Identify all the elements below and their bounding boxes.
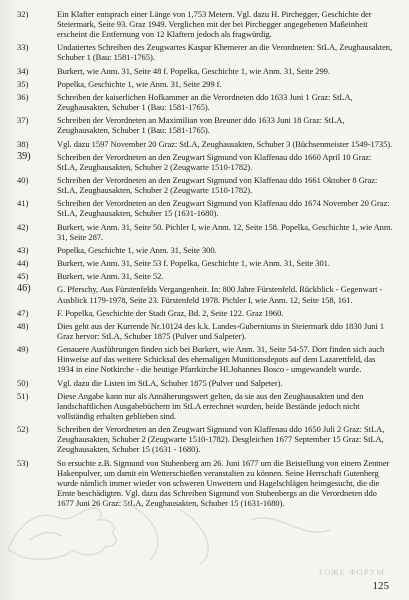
footnote-item (17, 391, 393, 421)
footnote-item (17, 308, 393, 318)
footnote-number: 45) (17, 271, 29, 282)
footnote-text: Burkert, wie Anm. 31, Seite 52. (57, 271, 164, 282)
footnote-number: 51) (17, 390, 29, 401)
footnote-number: 37) (17, 115, 29, 126)
footnote-text: G. Pferschy, Aus Fürstenfelds Vergangenheit. In: 800 Jahre Fürstenfeld. Rückblick - Gegenwart - Ausblick 1179-1978, Seite 23. Fürstenfeld 1978. Pichler I, wie Anm. 12, Seite 158, 161. (57, 284, 383, 305)
footnote-text: F. Popelka, Geschichte der Stadt Graz, Bd. 2, Seite 122. Graz 1960. (57, 307, 284, 318)
footnote-item (17, 424, 393, 454)
footnote-text: Vgl. dazu die Listen im StLA, Schuber 1875 (Pulver und Salpeter). (57, 377, 283, 388)
footnote-number: 40) (17, 175, 29, 186)
footnote-text: Ein Klafter entsprach einer Länge von 1,753 Metern. Vgl. dazu H. Pirchegger, Geschichte der Steiermark, Seite 93. Graz 1949. Verglichen mit der bei Pirchegger angegebenen Maßeinheit erscheint die Entfernung von 12 Klaftern jedoch als fragwürdig. (57, 9, 372, 40)
footnote-item (17, 321, 393, 341)
footnote-number: 41) (17, 198, 29, 209)
footnote-number: 36) (17, 92, 29, 103)
footnote-text: Popelka, Geschichte 1, wie Anm. 31, Seite 300. (57, 244, 217, 255)
footnote-text: Burkert, wie Anm. 31, Seite 53 f. Popelka, Geschichte 1, wie Anm. 31, Seite 301. (57, 258, 330, 269)
footnote-text: Burkert, wie Anm. 31, Seite 50. Pichler I, wie Anm. 12, Seite 158. Popelka, Geschichte 1, wie Anm. 31, Seite 287. (57, 221, 393, 242)
footnote-item (17, 258, 393, 268)
footnote-item (17, 245, 393, 255)
footnote-item (17, 175, 393, 195)
footnote-text: Vgl. dazu 1597 November 20 Graz: StLA, Zeughausakten, Schuber 3 (Büchsenmeister 1549-1735). (57, 138, 393, 149)
footnote-number: 34) (17, 65, 29, 76)
footnote-text: Schreiben der Verordneten an den Zeugwart Sigmund von Klaffenau ddo 1674 November 20 Graz: StLA, Zeughausakten, Schuber 15 (1631-1680). (57, 198, 390, 219)
footnote-item (17, 271, 393, 281)
footnote-number: 50) (17, 377, 29, 388)
footnote-text: Schreiben der Verordneten an den Zeugwart Sigmund von Klaffenau ddo 1660 April 10 Graz: StLA, Zeughausakten, Schuber 2 (Zeugwarte 1510-1782). (57, 151, 372, 172)
page-number: 125 (372, 580, 389, 592)
footnote-number: 49) (17, 344, 29, 355)
footnote-number: 42) (17, 221, 29, 232)
footnote-item (17, 458, 393, 508)
footnote-item (17, 378, 393, 388)
footnote-item (17, 198, 393, 218)
footnote-item (17, 222, 393, 242)
footnote-number: 39) (17, 150, 31, 162)
footnote-item (17, 9, 393, 39)
footnotes-list (17, 9, 393, 511)
footnote-number: 33) (17, 42, 29, 53)
footnote-item (17, 115, 393, 135)
footnote-number: 35) (17, 78, 29, 89)
footnote-text: Dies geht aus der Kurrende Nr.10124 des k.k. Landes-Guberniums in Steiermark ddo 1830 Juni 1 Graz hervor: StLA, Schuber 1875 (Pulver und Salpeter). (57, 320, 385, 342)
footnote-item (17, 152, 393, 172)
footnote-number: 43) (17, 244, 29, 255)
footnote-text: Burkert, wie Anm. 31, Seite 48 f. Popelka, Geschichte 1, wie Anm. 31, Seite 299. (57, 65, 330, 76)
footnote-text: Diese Angabe kann nur als Annäherungswert gelten, da sie aus den Zeughausakten und den landschaftlichen Ausgabebüchern im StLA errechnet wurden, beide Bestände jedoch nicht vollständig erhalten geblieben sind. (57, 390, 364, 421)
footnote-item (17, 66, 393, 76)
footnote-text: Schreiben der Verordneten an Maximilian von Breuner ddo 1633 Juni 18 Graz: StLA, Zeughausakten, Schuber 1 (Bau: 1581-1765). (57, 115, 345, 136)
footnote-number: 38) (17, 138, 29, 149)
footnote-number: 44) (17, 258, 29, 269)
footnote-number: 48) (17, 320, 29, 331)
footnote-number: 46) (17, 283, 31, 295)
footnote-text: So ersuchte z.B. Sigmund von Stubenberg am 26. Juni 1677 um die Beistellung von einem Zentner Hakenpulver, um damit ein Wetterschießen veranstalten zu können. Seine Herrschaft Gutenberg wurde nämlich immer wieder von schweren Unwettern und Hagelschlägen heimgesucht, die die Ernte beschädigten. Vgl. dazu das Schreiben Sigmund von Stubenbergs an die Verordneten ddo 1677 Juni 26 Graz: StLA, Zeughausakten, Schuber 15 (1631-1680). (57, 457, 390, 508)
footnote-text: Schreiben der Verordneten an den Zeugwart Sigmund von Klaffenau ddo 1661 Oktober 8 Graz: StLA, Zeughausakten, Schuber 2 (Zeugwarte 1510-1782). (57, 175, 378, 196)
footnote-item (17, 42, 393, 62)
footnote-number: 53) (17, 457, 29, 468)
footnote-text: Schreiben der Verordneten an den Zeugwart Sigmund von Klaffenau ddo 1650 Juli 2 Graz: StLA, Zeughausakten, Schuber 2 (Zeugwarte 1510-1782). Desgleichen 1677 September 15 Graz: StLA, Zeughausakten, Schuber 15 (1631 - 1680). (57, 424, 385, 455)
footnote-item (17, 79, 393, 89)
footnote-item (17, 284, 393, 304)
footnote-text: Undatiertes Schreiben des Zeugwartes Kaspar Khemerer an die Verordneten: StLA, Zeughausakten, Schuber 1 (Bau: 1581-1765). (57, 42, 393, 63)
footnote-item (17, 344, 393, 374)
footnote-text: Schreiben der kaiserlichen Hofkammer an die Verordneten ddo 1633 Juni 1 Graz: StLA, Zeughausakten, Schuber 1 (Bau: 1581-1765). (57, 92, 353, 113)
footnote-text: Popelka, Geschichte 1, wie Anm. 31, Seite 299 f. (57, 78, 222, 89)
footnote-number: 47) (17, 307, 29, 318)
footnote-text: Genauere Ausführungen finden sich bei Burkert, wie Anm. 31, Seite 54-57. Dort finden sich auch Hinweise auf das weitere Schicksal des ehemaligen Munitionsdepots auf dem Lazarettfeld, das 1934 in eine Notkirche - die heutige Pfarrkirche Hl.Johannes Bosco - umgewandelt wurde. (57, 344, 385, 375)
watermark-text: ТОЖЕ ФОРУМ (318, 567, 385, 577)
footnote-number: 52) (17, 424, 29, 435)
footnote-number: 32) (17, 9, 29, 19)
footnote-item (17, 139, 393, 149)
footnote-item (17, 92, 393, 112)
